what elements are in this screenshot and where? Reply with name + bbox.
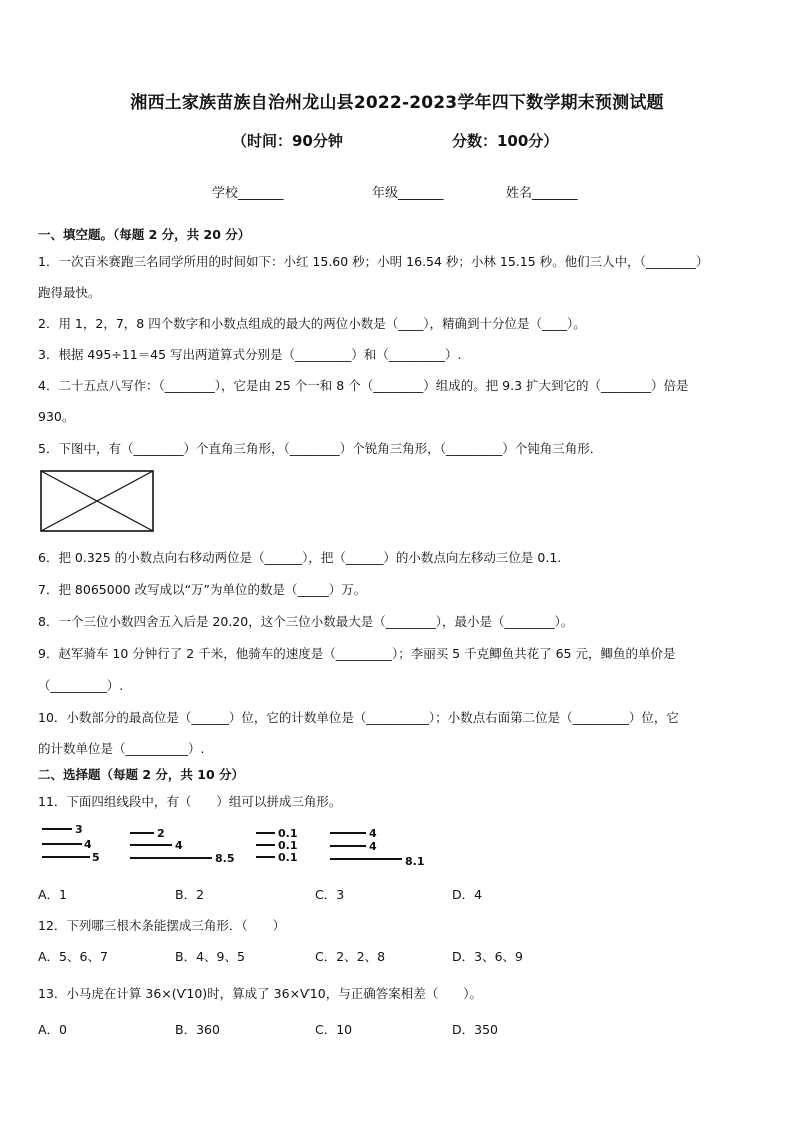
question-line: 930。 xyxy=(38,409,75,424)
option-d[interactable]: D．350 xyxy=(452,1022,498,1037)
segment-label: 4 xyxy=(84,838,92,851)
question-11: 11．下面四组线段中，有（ ）组可以拼成三角形。 xyxy=(38,794,342,809)
segment-groups-figure xyxy=(38,822,438,870)
section-heading-choice: 二、选择题（每题 2 分，共 10 分） xyxy=(38,767,245,782)
question-line: 4．二十五点八写作：（________），它是由 25 个一和 8 个（________）组成的。把 9.3 扩大到它的（________）倍是 xyxy=(38,378,689,393)
exam-title: 湘西土家族苗族自治州龙山县2022-2023学年四下数学期末预测试题 xyxy=(130,93,664,113)
question-line: 3．根据 495÷11＝45 写出两道算式分别是（_________）和（_________）. xyxy=(38,347,462,362)
segment-label: 8.1 xyxy=(405,855,425,868)
option-b[interactable]: B．4、9、5 xyxy=(175,949,245,964)
grade-field: 年级_______ xyxy=(372,186,444,201)
question-line: 1．一次百米赛跑三名同学所用的时间如下：小红 15.60 秒；小明 16.54 秒；小林 15.15 秒。他们三人中，（________） xyxy=(38,254,709,269)
question-line: 8．一个三位小数四舍五入后是 20.20，这个三位小数最大是（________），最小是（________）。 xyxy=(38,614,574,629)
segment-label: 0.1 xyxy=(278,827,298,840)
question-line: 9．赵军骑车 10 分钟行了 2 千米，他骑车的速度是（_________）；李丽买 5 千克鲫鱼共花了 65 元，鲫鱼的单价是 xyxy=(38,646,676,661)
segment-label: 5 xyxy=(92,851,100,864)
section-heading-fill-in: 一、填空题。（每题 2 分，共 20 分） xyxy=(38,227,251,242)
segment-label: 4 xyxy=(369,827,377,840)
question-line: 5．下图中，有（________）个直角三角形，（________）个锐角三角形，（_________）个钝角三角形． xyxy=(38,441,603,456)
question-line: 跑得最快。 xyxy=(38,285,101,300)
score-label: 分数：100分） xyxy=(452,132,559,150)
question-line: 2．用 1，2，7，8 四个数字和小数点组成的最大的两位小数是（____），精确到十分位是（____）。 xyxy=(38,316,586,331)
segment-label: 3 xyxy=(75,823,83,836)
segment-label: 8.5 xyxy=(215,852,235,865)
question-12: 12．下列哪三根木条能摆成三角形．（ ） xyxy=(38,918,286,933)
segment-label: 4 xyxy=(369,840,377,853)
question-line: 7．把 8065000 改写成以“万”为单位的数是（_____）万。 xyxy=(38,582,367,597)
rectangle-diagonals-figure xyxy=(38,468,156,534)
option-d[interactable]: D．4 xyxy=(452,887,483,902)
option-b[interactable]: B．360 xyxy=(175,1022,220,1037)
question-13: 13．小马虎在计算 36×(Ѵ10)时，算成了 36×Ѵ10，与正确答案相差（ ）。 xyxy=(38,986,482,1001)
option-b[interactable]: B．2 xyxy=(175,887,205,902)
question-line: 的计数单位是（__________）. xyxy=(38,741,205,756)
school-field: 学校_______ xyxy=(212,186,284,201)
option-a[interactable]: A．0 xyxy=(38,1022,68,1037)
option-a[interactable]: A．1 xyxy=(38,887,68,902)
option-a[interactable]: A．5、6、7 xyxy=(38,949,108,964)
segment-label: 0.1 xyxy=(278,851,298,864)
segment-label: 0.1 xyxy=(278,839,298,852)
segment-label: 2 xyxy=(157,827,165,840)
question-line: （_________）. xyxy=(38,678,124,693)
time-label: （时间：90分钟 xyxy=(232,132,343,150)
option-c[interactable]: C．10 xyxy=(315,1022,353,1037)
name-field: 姓名_______ xyxy=(506,186,578,201)
option-d[interactable]: D．3、6、9 xyxy=(452,949,523,964)
option-c[interactable]: C．3 xyxy=(315,887,345,902)
option-c[interactable]: C．2、2、8 xyxy=(315,949,386,964)
question-line: 6．把 0.325 的小数点向右移动两位是（______），把（______）的小数点向左移动三位是 0.1. xyxy=(38,550,562,565)
segment-label: 4 xyxy=(175,839,183,852)
question-line: 10．小数部分的最高位是（______）位，它的计数单位是（__________）；小数点右面第二位是（_________）位，它 xyxy=(38,710,679,725)
